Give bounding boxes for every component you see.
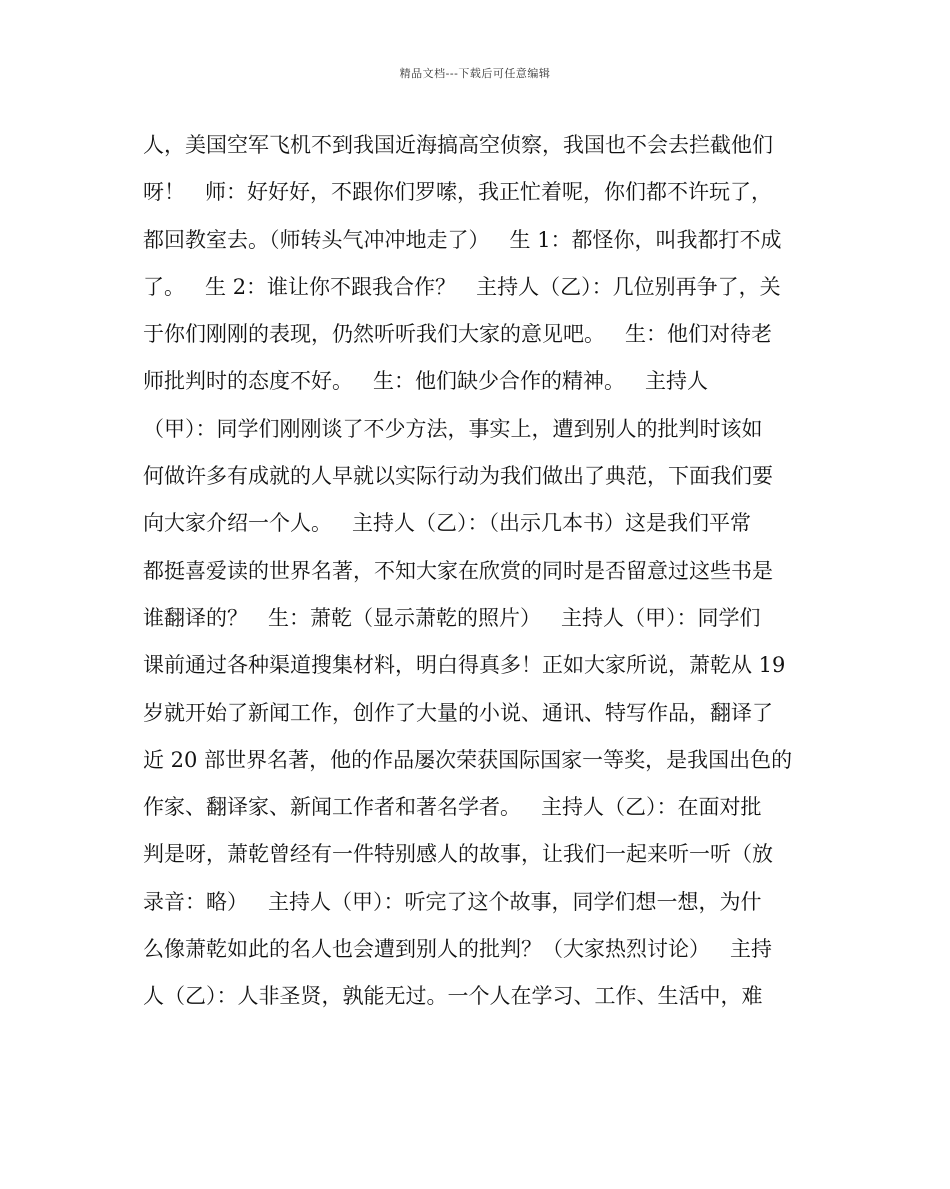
text-line: 都回教室去。（师转头气冲冲地走了） 生 1：都怪你，叫我都打不成 [143,227,782,252]
text-line: 判是呀，萧乾曾经有一件特别感人的故事，让我们一起来听一听（放 [143,842,773,867]
text-line: 向大家介绍一个人。 主持人（乙）：（出示几本书）这是我们平常 [143,511,752,536]
text-line: （甲）：同学们刚刚谈了不少方法，事实上，遭到别人的批判时该如 [143,416,763,441]
text-line: 录音：略） 主持人（甲）：听完了这个故事，同学们想一想，为什 [143,889,762,914]
text-line: 人，美国空军飞机不到我国近海搞高空侦察，我国也不会去拦截他们 [143,133,773,157]
text-line: 谁翻译的？ 生：萧乾（显示萧乾的照片） 主持人（甲）：同学们 [143,605,761,630]
text-line: 何做许多有成就的人早就以实际行动为我们做出了典范，下面我们要 [143,464,773,489]
page-header: 精品文档---下载后可任意编辑 [399,67,551,80]
text-line: 师批判时的态度不好。 生：他们缺少合作的精神。 主持人 [143,369,709,394]
text-line: 么像萧乾如此的名人也会遭到别人的批判？（大家热烈讨论） 主持 [143,937,773,962]
text-line: 作家、翻译家、新闻工作者和著名学者。 主持人（乙）：在面对批 [143,795,762,820]
text-line: 岁就开始了新闻工作，创作了大量的小说、通讯、特写作品，翻译了 [143,700,773,725]
document-body [143,130,823,1029]
text-line: 都挺喜爱读的世界名著，不知大家在欣赏的同时是否留意过这些书是 [143,558,773,583]
text-line: 于你们刚刚的表现，仍然听听我们大家的意见吧。 生：他们对待老 [143,322,773,347]
text-line: 了。 生 2：谁让你不跟我合作？ 主持人（乙）：几位别再争了，关 [143,274,781,299]
text-line: 近 20 部世界名著，他的作品屡次荣获国际国家一等奖，是我国出色的 [143,747,793,772]
text-line: 人（乙）：人非圣贤，孰能无过。一个人在学习、工作、生活中，难 [143,984,763,1009]
text-line: 呀！ 师：好好好，不跟你们罗嗦，我正忙着呢，你们都不许玩了， [143,180,773,205]
text-line: 课前通过各种渠道搜集材料，明白得真多！正如大家所说，萧乾从 19 [143,653,786,678]
